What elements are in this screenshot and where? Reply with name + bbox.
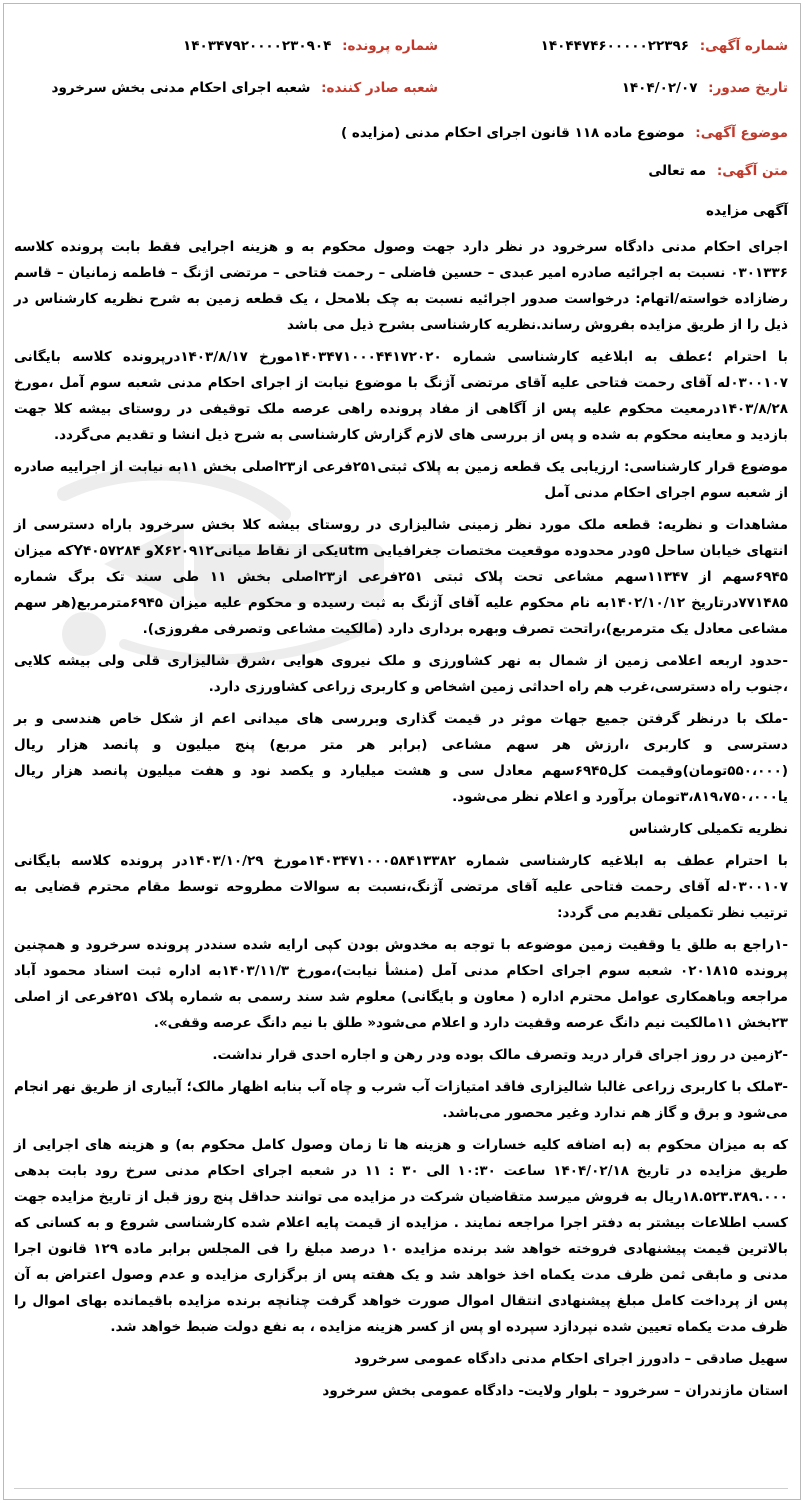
announcement-body — [14, 122, 788, 1410]
ad-number-value: ۱۴۰۴۴۷۴۶۰۰۰۰۰۲۲۳۹۶ — [540, 38, 689, 54]
issue-date-label: تاریخ صدور: — [708, 80, 788, 96]
issuer-label: شعبه صادر کننده: — [321, 80, 438, 96]
announcement-title: آگهی مزایده — [706, 203, 788, 219]
bottom-divider — [14, 1488, 788, 1489]
paragraph-item-1: -۱راجع به طلق یا وقفیت زمین موضوعه با توجه به مخدوش بودن کپی ارایه شده سنددر پرونده سرخرود و همچنین پرونده ۰۲۰۱۸۱۵ شعبه سوم اجرای احکام مدنی آمل (منشأ نیابت)،مورخ ۱۴۰۳/۱۱/۳به اداره ثبت اسناد محمود آباد مراجعه وباهمکاری عوامل محترم اداره ( معاون و بایگانی) معلوم شد سند رسمی به شماره پلاک ۲۵۱فرعی از اصلی ۲۳بخش ۱۱مالکیت نیم دانگ عرصه وقفیت دارد و اعلام می‌شود« طلق با نیم دانگ عرصه وقفی». — [14, 937, 788, 1031]
announcement-card — [3, 3, 801, 1500]
issuer-field — [52, 80, 438, 96]
address-line: استان مازندران – سرخرود – بلوار ولایت- دادگاه عمومی بخش سرخرود — [322, 1383, 788, 1399]
ad-number-field — [541, 38, 788, 54]
file-number-value: ۱۴۰۳۴۷۹۲۰۰۰۰۲۳۰۹۰۴ — [183, 38, 332, 54]
paragraph-boundaries: -حدود اربعه اعلامی زمین از شمال به نهر کشاورزی و ملک نیروی هوایی ،شرق شالیزاری قلی ولی بیشه کلایی ،جنوب راه دسترسی،غرب هم راه احداثی زمین اشخاص و کاربری زراعی کشاورزی دارد. — [14, 653, 788, 695]
subject-value: موضوع ماده ۱۱۸ قانون اجرای احکام مدنی (مزایده ) — [341, 125, 685, 141]
file-number-field — [183, 38, 438, 54]
paragraph-auction-terms: که به میزان محکوم به (به اضافه کلیه خسارات و هزینه ها تا زمان وصول کامل محکوم به) و هزینه های اجرایی از طریق مزایده در تاریخ ۱۴۰۴/۰۲/۱۸ ساعت ۱۰:۳۰ الی ۳۰ : ۱۱ در شعبه اجرای احکام مدنی سرخ رود بابت بدهی ۱۸.۵۲۳.۳۸۹.۰۰۰ریال به فروش میرسد متقاضیان شرکت در مزایده می توانند حداقل پنج روز قبل از تاریخ مزایده جهت کسب اطلاعات بیشتر به دفتر اجرا مراجعه نمایند . مزایده از قیمت پایه اعلام شده کارشناسی شروع و به کسانی که بالاترین قیمت پیشنهادی فروخته خواهد شد برنده مزایده ۱۰ درصد مبلغ را فی المجلس برابر ماده ۱۲۹ قانون اجرا مدنی و مابقی ثمن ظرف مدت یکماه اخذ خواهد شد و یک هفته پس از برگزاری مزایده و عدم وصول اعتراض به آن پس از پرداخت کامل مبلغ پیشنهادی انتقال اموال صورت خواهد گرفت چنانچه برنده مزایده باقیمانده بهای اموال را ظرف مدت یکماه تعیین شده نپردازد سپرده او پس از کسر هزینه مزایده ، به نفع دولت ضبط خواهد شد. — [14, 1137, 788, 1335]
paragraph-expert-subject: موضوع قرار کارشناسی: ارزیابی یک قطعه زمین به پلاک ثبتی۲۵۱فرعی از۲۳اصلی بخش ۱۱به نیابت از اجراییه صادره از شعبه سوم اجرای احکام مدنی آمل — [14, 459, 788, 501]
announcement-header — [4, 4, 800, 116]
paragraph-intro: اجرای احکام مدنی دادگاه سرخرود در نظر دارد جهت وصول محکوم به و هزینه اجرایی فقط بابت پرونده کلاسه ۰۳۰۱۳۳۶ نسبت به اجرائیه صادره امیر عبدی – حسین فاضلی – رحمت فتاحی – مرتضی اژنگ – فاطمه زمانیان – قاسم رضازاده خواسته/اتهام: درخواست صدور اجرائیه نسبت به چک بلامحل ، یک قطعه زمین به شرح نظریه کارشناس در ذیل را از طریق مزایده بفروش رساند.نظریه کارشناسی بشرح ذیل می باشد — [14, 239, 788, 333]
signature-line: سهیل صادقی – دادورز اجرای احکام مدنی دادگاه عمومی سرخرود — [354, 1351, 788, 1367]
subject-row — [14, 122, 788, 144]
subject-label: موضوع آگهی: — [695, 125, 788, 141]
paragraph-supplementary-reference: با احترام عطف به ابلاغیه کارشناسی شماره ۱۴۰۳۴۷۱۰۰۰۵۸۴۱۳۳۸۲مورخ ۱۴۰۳/۱۰/۲۹در پرونده کلاسه بایگانی ۰۳۰۰۱۰۷له آقای رحمت فتاحی علیه آقای مرتضی آژنگ،نسبت به سوالات مطروحه توسط مقام محترم قضایی به ترتیب نظر تکمیلی تقدیم می گردد: — [14, 853, 788, 921]
supplementary-heading: نظریه تکمیلی کارشناس — [628, 821, 788, 837]
text-opening: مه تعالی — [648, 163, 707, 179]
paragraph-expert-reference: با احترام ؛عطف به ابلاغیه کارشناسی شماره ۱۴۰۳۴۷۱۰۰۰۴۴۱۷۲۰۲۰مورخ ۱۴۰۳/۸/۱۷درپرونده کلاسه بایگانی ۰۳۰۰۱۰۷له آقای رحمت فتاحی علیه آقای مرتضی آژنگ با موضوع نیابت از اجرای احکام مدنی شعبه سوم آمل ،مورخ ۱۴۰۳/۸/۲۸درمعیت محکوم علیه پس از آگاهی از مفاد پرونده راهی عرصه ملک توقیفی در روستای بیشه کلا جهت بازدید و معاینه محکوم به شده و پس از بررسی های لازم گزارش کارشناسی به شرح ذیل انشا و تقدیم می‌گردد. — [14, 349, 788, 443]
text-row — [14, 160, 788, 182]
issue-date-field — [622, 80, 788, 96]
paragraph-item-3: -۳ملک با کاربری زراعی غالبا شالیزاری فاقد امتیازات آب شرب و چاه آب بنابه اظهار مالک؛ آبیاری از طریق نهر انجام می‌شود و برق و گاز هم ندارد وغیر محصور می‌باشد. — [14, 1079, 788, 1121]
text-label: متن آگهی: — [716, 163, 788, 179]
ad-number-label: شماره آگهی: — [699, 38, 788, 54]
issuer-value: شعبه اجرای احکام مدنی بخش سرخرود — [51, 80, 311, 96]
paragraph-item-2: -۲زمین در روز اجرای قرار درید وتصرف مالک بوده ودر رهن و اجاره احدی قرار نداشت. — [212, 1047, 788, 1063]
paragraph-valuation: -ملک با درنظر گرفتن جمیع جهات موثر در قیمت گذاری وبررسی های میدانی اعم از شکل خاص هندسی و بر دسترسی و کاربری ،ارزش هر سهم مشاعی (برابر هر متر مربع) پنج میلیون و پانصد هزار ریال (۵۵۰،۰۰۰تومان)وقیمت کل۶۹۴۵سهم معادل سی و هشت میلیارد و یکصد نود و هفت میلیون پانصد هزار ریال یا۳،۸۱۹،۷۵۰،۰۰۰تومان برآورد و اعلام نظر می‌شود. — [14, 711, 789, 805]
file-number-label: شماره پرونده: — [342, 38, 438, 54]
issue-date-value: ۱۴۰۴/۰۲/۰۷ — [621, 80, 698, 96]
paragraph-observations: مشاهدات و نظریه: قطعه ملک مورد نظر زمینی شالیزاری در روستای بیشه کلا بخش سرخرود باراه دسترسی از انتهای خیابان ساحل ۵ودر محدوده موقعیت مختصات جغرافیایی utmیکی از نقاط میانیX۶۲۰۹۱۲و Y۴۰۵۷۲۸۴که میزان ۶۹۴۵سهم از ۱۱۳۴۷سهم مشاعی تحت پلاک ثبتی ۲۵۱فرعی از۲۳اصلی بخش ۱۱ طی سند تک برگ شماره ۷۷۱۴۸۵درتاریخ ۱۴۰۲/۱۰/۱۲به نام محکوم علیه آقای آژنگ به ثبت رسیده و محکوم علیه میزان ۶۹۴۵مترمربع(هر سهم مشاعی معادل یک مترمربع)،راتحت تصرف وبهره برداری دارد (مالکیت مشاعی وتصرفی مفروزی). — [14, 517, 789, 637]
